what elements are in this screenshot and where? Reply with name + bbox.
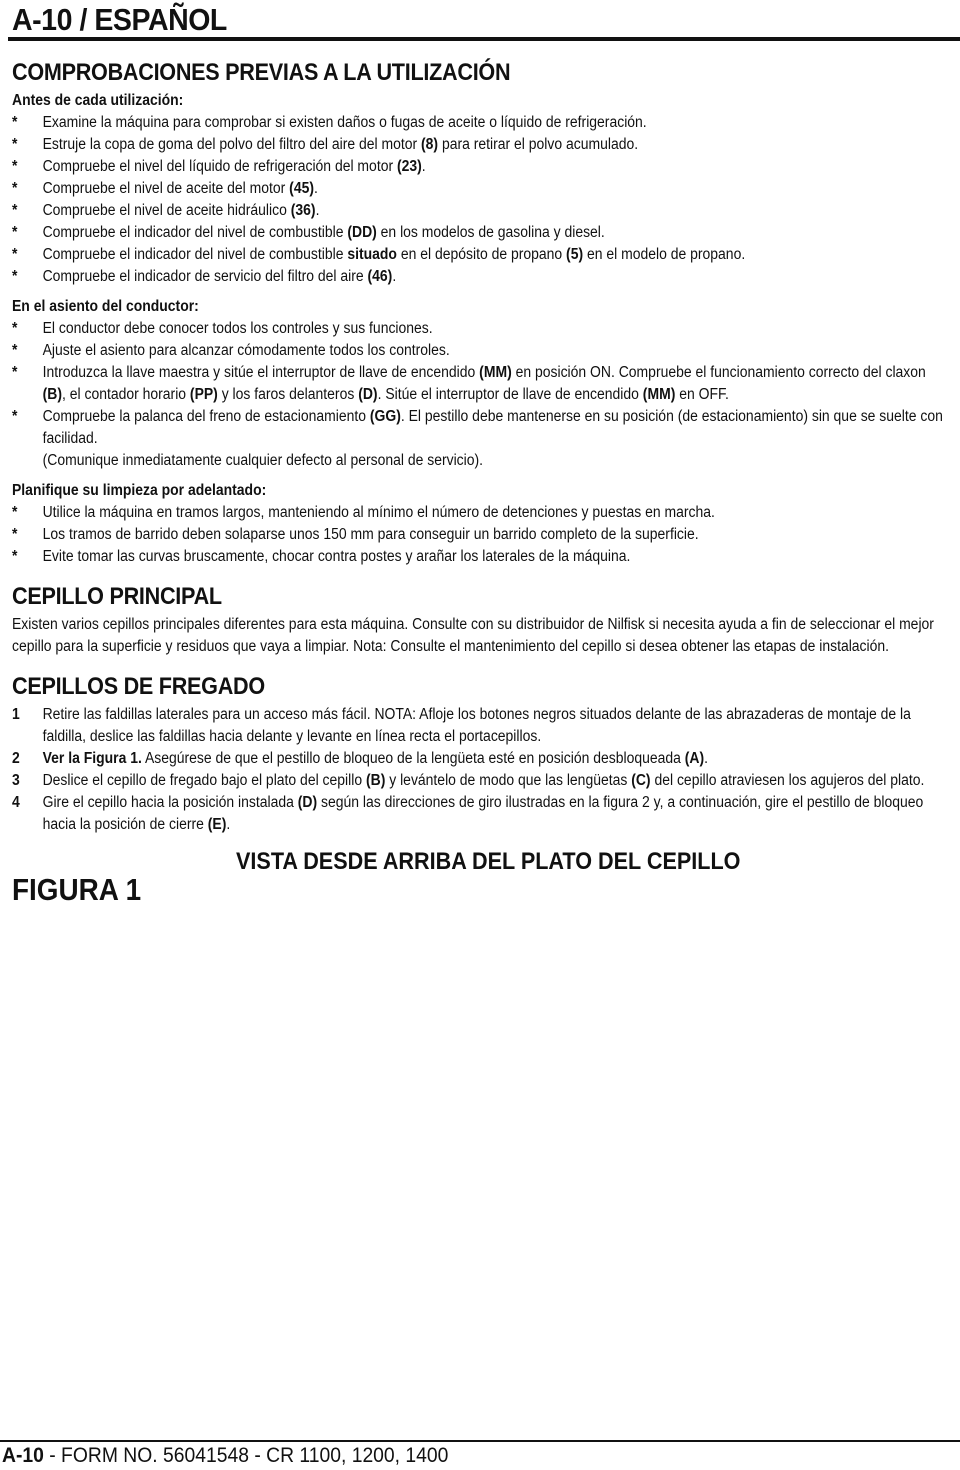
bullet-mark: * xyxy=(12,180,18,197)
bullet-mark: * xyxy=(12,504,18,521)
list-item: * El conductor debe conocer todos los controles y sus funciones. xyxy=(12,318,948,340)
footer-rule xyxy=(0,1440,960,1442)
list-item: * Compruebe el nivel de aceite hidráulico (36). xyxy=(12,200,948,222)
bold-reference: (GG) xyxy=(369,408,401,425)
bullet-mark: * xyxy=(12,224,18,241)
list-item: * Compruebe la palanca del freno de estacionamiento (GG). El pestillo debe mantenerse en su posición (de estacionamiento) sin que se suelte con facilidad. (Comunique inmediatamente cualquier defecto al personal de servicio). xyxy=(12,408,943,469)
subheading-asiento: En el asiento del conductor: xyxy=(12,298,199,315)
footer-form-number: - FORM NO. 56041548 - CR 1100, 1200, 1400 xyxy=(43,1444,449,1467)
bullet-mark: * xyxy=(12,114,18,131)
header-rule xyxy=(8,37,960,41)
page-title: A-10 / ESPAÑOL xyxy=(12,2,227,37)
step-item: 2 Ver la Figura 1. Asegúrese de que el pestillo de bloqueo de la lengüeta esté en posición desbloqueada (A). xyxy=(12,748,948,770)
bullet-mark: * xyxy=(12,526,18,543)
bold-reference: (D) xyxy=(358,386,378,403)
bold-reference: (45) xyxy=(289,180,315,197)
section-title-cepillo-principal: CEPILLO PRINCIPAL xyxy=(12,583,222,610)
step-item: 1 Retire las faldillas laterales para un acceso más fácil. NOTA: Afloje los botones negros situados delante de las abrazaderas de montaje de la faldilla, deslice las faldillas hacia delante y levante en línea recta el portacepillos. xyxy=(12,706,911,745)
bullet-mark: * xyxy=(12,268,18,285)
list-item: * Utilice la máquina en tramos largos, manteniendo al mínimo el número de detenciones y puestas en marcha. xyxy=(12,502,948,524)
step-number: 1 xyxy=(12,706,20,723)
bold-reference: (A) xyxy=(684,750,705,767)
list-item: * Compruebe el nivel del líquido de refrigeración del motor (23). xyxy=(12,156,948,178)
bold-reference: (MM) xyxy=(642,386,676,403)
figure-caption: VISTA DESDE ARRIBA DEL PLATO DEL CEPILLO xyxy=(236,848,741,875)
bullet-mark: * xyxy=(12,202,18,219)
subheading-antes: Antes de cada utilización: xyxy=(12,92,184,109)
subheading-planifique: Planifique su limpieza por adelantado: xyxy=(12,482,267,499)
list-asiento xyxy=(12,318,948,472)
bold-reference: (46) xyxy=(367,268,393,285)
bullet-mark: * xyxy=(12,158,18,175)
bold-reference: situado xyxy=(347,246,397,263)
bold-reference: (PP) xyxy=(189,386,218,403)
footer-page-number: A-10 xyxy=(2,1444,44,1467)
step-number: 4 xyxy=(12,794,20,811)
list-item: * Evite tomar las curvas bruscamente, chocar contra postes y arañar los laterales de la máquina. xyxy=(12,546,948,568)
bold-reference: (36) xyxy=(290,202,316,219)
bullet-mark: * xyxy=(12,548,18,565)
bold-reference: (B) xyxy=(42,386,62,403)
bullet-mark: * xyxy=(12,408,18,425)
bold-reference: Ver la Figura 1. xyxy=(42,750,142,767)
content-column xyxy=(12,56,948,836)
step-number: 3 xyxy=(12,772,20,789)
bold-reference: (D) xyxy=(297,794,318,811)
bold-reference: (8) xyxy=(421,136,439,153)
page-footer xyxy=(0,1440,960,1470)
list-item: * Compruebe el nivel de aceite del motor (45). xyxy=(12,178,948,200)
figure-block xyxy=(12,846,952,926)
steps-cepillos-fregado xyxy=(12,704,948,836)
bullet-mark: * xyxy=(12,364,18,381)
list-item: * Examine la máquina para comprobar si existen daños o fugas de aceite o líquido de refrigeración. xyxy=(12,112,948,134)
list-planifique xyxy=(12,502,948,568)
list-item: * Introduzca la llave maestra y sitúe el interruptor de llave de encendido (MM) en posición ON. Compruebe el funcionamiento correcto del claxon (B), el contador horario (PP) y los faros delanteros (D). Sitúe el interruptor de llave de encendido (MM) en OFF. xyxy=(12,364,926,403)
bold-reference: (C) xyxy=(631,772,651,789)
page-header xyxy=(0,0,960,40)
bold-reference: (23) xyxy=(396,158,422,175)
paragraph-cepillo-principal: Existen varios cepillos principales diferentes para esta máquina. Consulte con su distribuidor de Nilfisk si necesita ayuda a fin de seleccionar el mejor cepillo para la superficie y residuos que vaya a limpiar. Nota: Consulte el mantenimiento del cepillo si desea obtener las etapas de instalación. xyxy=(12,616,934,655)
page-content xyxy=(12,56,952,836)
section-title-comprobaciones: COMPROBACIONES PREVIAS A LA UTILIZACIÓN xyxy=(12,59,511,86)
bold-reference: (MM) xyxy=(479,364,512,381)
list-item: * Ajuste el asiento para alcanzar cómodamente todos los controles. xyxy=(12,340,948,362)
bold-reference: (E) xyxy=(207,816,227,833)
bullet-mark: * xyxy=(12,342,18,359)
bullet-mark: * xyxy=(12,320,18,337)
figure-label: FIGURA 1 xyxy=(12,872,142,907)
list-item: * Compruebe el indicador del nivel de combustible situado en el depósito de propano (5) en el modelo de propano. xyxy=(12,244,948,266)
bullet-mark: * xyxy=(12,246,18,263)
bold-reference: (5) xyxy=(566,246,584,263)
bold-reference: (DD) xyxy=(347,224,377,241)
step-number: 2 xyxy=(12,750,20,767)
section-title-cepillos-fregado: CEPILLOS DE FREGADO xyxy=(12,673,265,700)
step-item: 3 Deslice el cepillo de fregado bajo el plato del cepillo (B) y levántelo de modo que las lengüetas (C) del cepillo atraviesen los agujeros del plato. xyxy=(12,770,948,792)
list-antes xyxy=(12,112,948,288)
footer-text xyxy=(2,1444,448,1468)
list-item: * Compruebe el indicador del nivel de combustible (DD) en los modelos de gasolina y diesel. xyxy=(12,222,948,244)
step-item: 4 Gire el cepillo hacia la posición instalada (D) según las direcciones de giro ilustradas en la figura 2 y, a continuación, gire el pestillo de bloqueo hacia la posición de cierre (E). xyxy=(12,794,924,833)
bold-reference: (B) xyxy=(365,772,386,789)
bullet-mark: * xyxy=(12,136,18,153)
list-item: * Compruebe el indicador de servicio del filtro del aire (46). xyxy=(12,266,948,288)
list-item: * Los tramos de barrido deben solaparse unos 150 mm para conseguir un barrido completo de la superficie. xyxy=(12,524,948,546)
list-item: * Estruje la copa de goma del polvo del filtro del aire del motor (8) para retirar el polvo acumulado. xyxy=(12,134,948,156)
